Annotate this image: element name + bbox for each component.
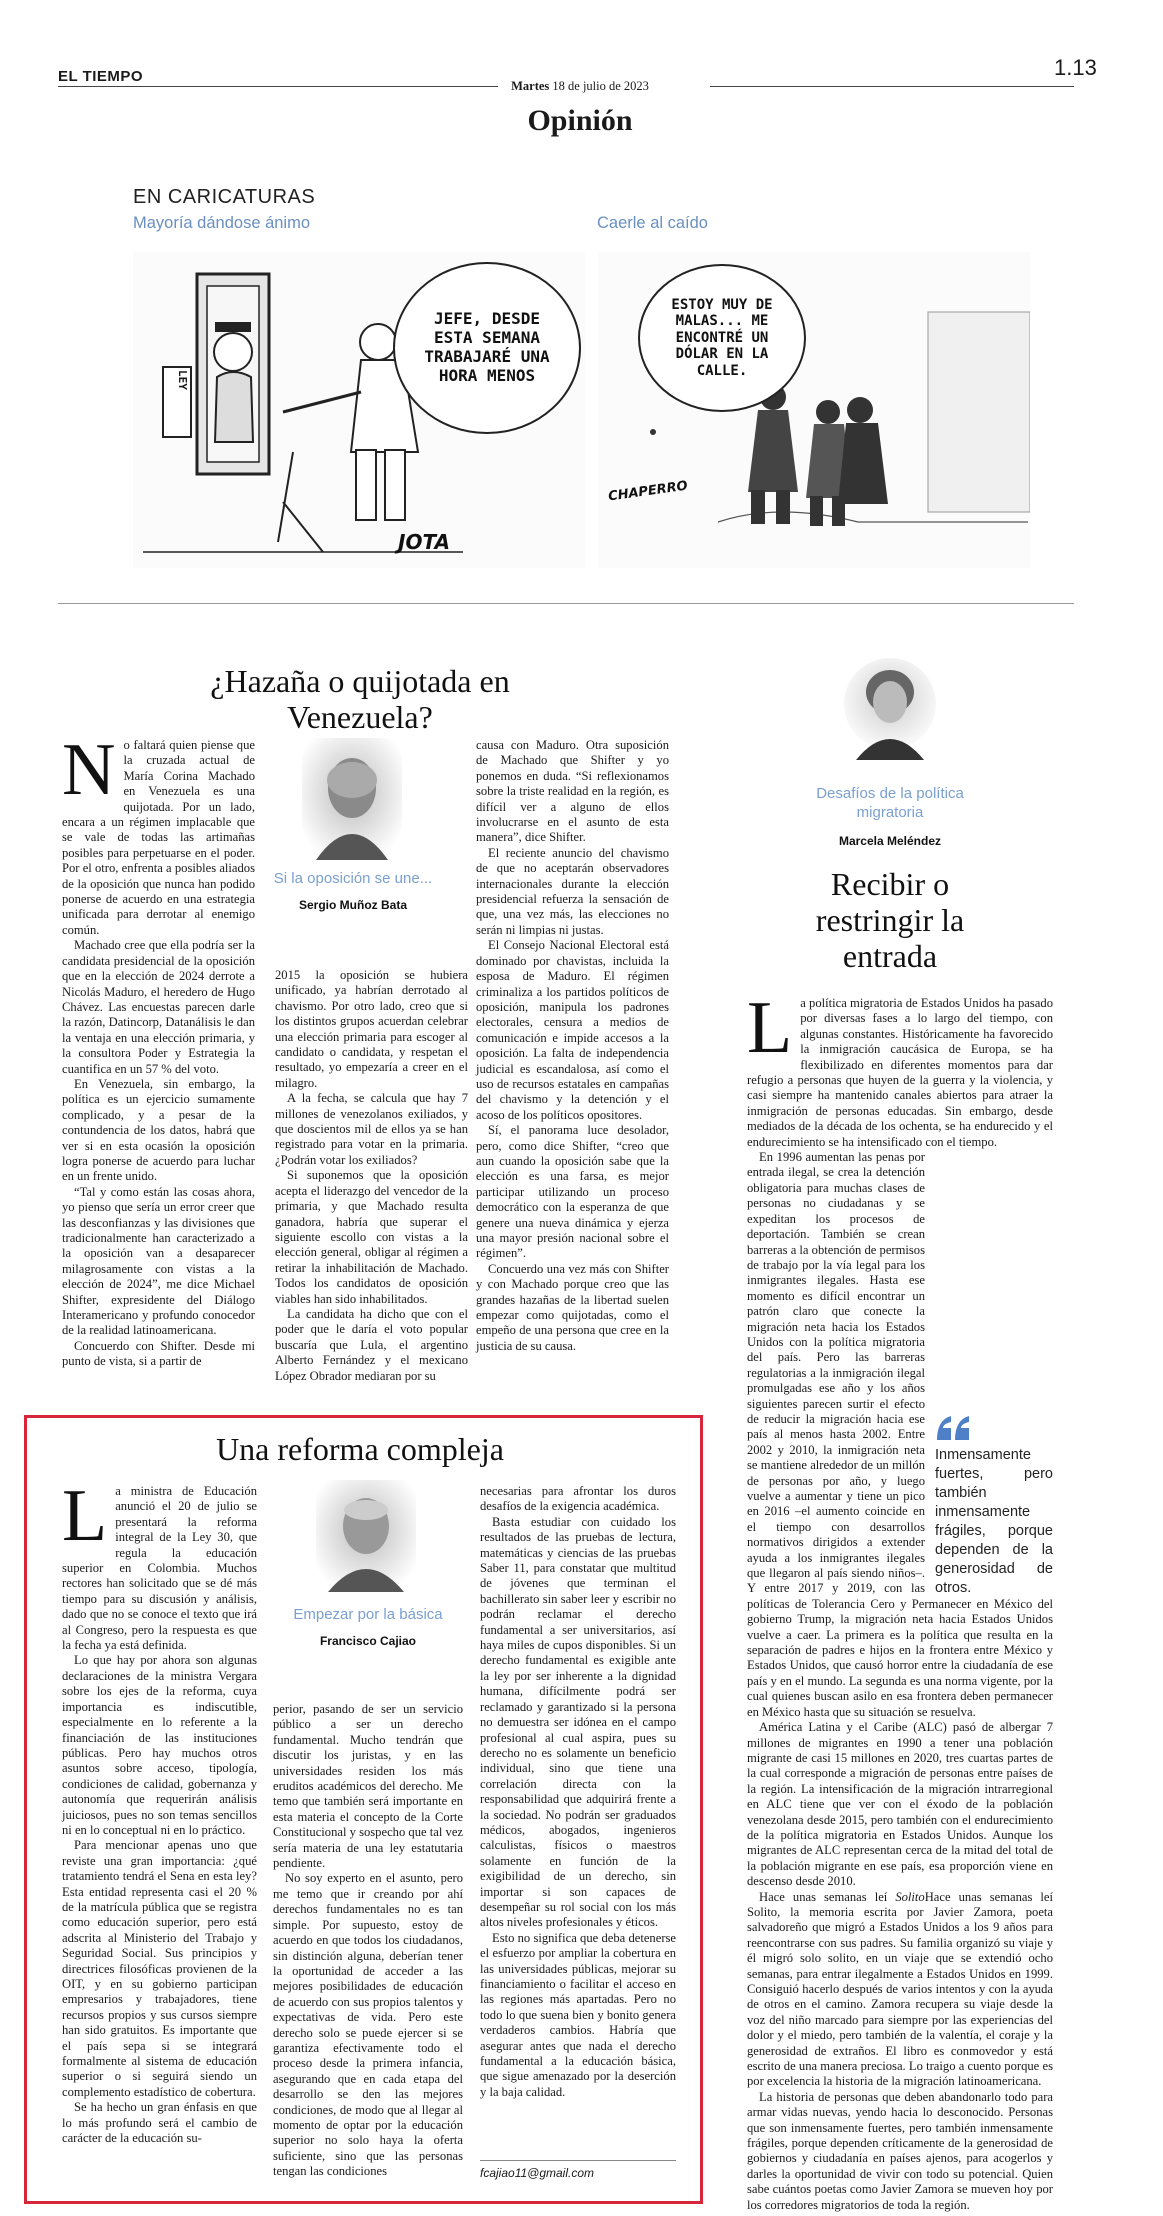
reforma-col2-p0: perior, pasando de ser un servicio público a ser un derecho fundamental. Mucho tendrán que discutir los juristas, y en las universidades residen los más eruditos académicos del derecho. Me temo que también será importante en esta materia el concepto de la Corte Constitucional y sospecho que tal vez sería materia de una ley estatutaria pendiente. <box>273 1702 463 1871</box>
reforma-col3 <box>480 1484 676 2100</box>
author-portrait-icon <box>316 1480 416 1592</box>
dateline <box>480 79 680 94</box>
author-email: fcajiao11@gmail.com <box>480 2166 595 2180</box>
reforma-col1 <box>62 1475 257 2146</box>
venezuela-col1-p2: En Venezuela, sin embargo, la política es un ejercicio sumamente complicado, y a pesar de la contundencia de los datos, habrá que ver si en esta ocasión la oposición logra ponerse de acuerdo para luchar en un frente unido. <box>62 1076 255 1184</box>
cartoon-left-bubble: JEFE, DESDE ESTA SEMANA TRABAJARÉ UNA HORA MENOS <box>393 262 581 434</box>
venezuela-dropcap: N <box>62 729 116 811</box>
date-rest: 18 de julio de 2023 <box>552 79 649 93</box>
migracion-p4: La historia de personas que deben abandonarlo todo para armar vidas nuevas, yendo hacia lo desconocido. Personas que son inmensamente fuertes, pero también inmensamente frágiles, porque dependen críticamente de la generosidad de gobiernos y ciudadanía en países ajenos, para acogerlos y darles la oportunidad de vivir con todo su potencial. Quien sabe cuántos poetas como Javier Zamora se mueven hoy por los corredores migratorios de toda la región. <box>747 2089 1053 2212</box>
migracion-column-name: Desafíos de la política migratoria <box>816 785 964 821</box>
cartoon-left <box>133 252 585 568</box>
migracion-p1: En 1996 aumentan las penas por entrada ilegal, se crea la detención obligatoria para muchas clases de personas no ciudadanas y se expeditan los procesos de deportación. También se crean barreras a la obtención de permisos de trabajo por la vía legal para los inmigrantes ilegales. Hasta ese momento es difícil encontrar un patrón claro que conecte la migración neta hacia los Estados Unidos con la política migratoria del país. Pero las barreras regulatorias a la inmigración ilegal promulgadas ese año y los años siguientes parecen surtir el efecto de reducir la migración hacia ese país al menos hasta 2002. Entre 2002 y 2010, la inmigración neta se mantiene alrededor de un millón de personas por año, y luego vuelve a aumentar y tiene un pico en 2016 –el aumento coincide en el tiempo con desarrollos normativos dirigidos a extender ayuda a los inmigrantes ilegales que llegaron al país siendo niños–. Y entre 2017 y 2019, con las políticas de Tolerancia Cero y Permanecer en México del gobierno Trump, la migración neta hacia Estados Unidos vuelve a caer. La primera es la política que resulta en la separación de padres e hijos en la frontera entre México y Estados Unidos, que causó horror entre la ciudadanía de ese país y en el mundo. La segunda es una norma vigente, por la cual quienes buscan asilo en esa frontera deben permanecer en México hasta que su situación se resuelva. <box>747 1150 1053 1719</box>
author-portrait-icon <box>844 652 936 760</box>
author-portrait-icon <box>302 738 402 860</box>
pull-quote-text: Inmensamente fuertes, pero también inmensamente frágiles, porque dependen de la generosidad de otros. <box>935 1447 1053 1597</box>
reforma-dropcap: L <box>62 1475 108 1557</box>
header-rule-left <box>58 86 498 87</box>
venezuela-col1-p0: No faltará quien piense que la cruzada actual de María Corina Machado en Venezuela es una quijotada. Por un lado, encara a un régimen implacable que se vale de todas las artimañas posibles para perpetuarse en el poder. Por el otro, enfrenta a posibles aliados de la oposición que nunca han podido ponerse de acuerdo en una estrategia unificada para derrotar al enemigo común. <box>62 729 255 937</box>
migracion-body-top <box>747 987 1053 2213</box>
reforma-col3-p2: Esto no significa que deba detenerse el esfuerzo por ampliar la cobertura en las universidades públicas, mejorar su financiamiento o facilitar el acceso en las regiones más apartadas. Pero no todo lo que suena bien y bonito genera verdaderos cambios. Habría que asegurar antes que nada el derecho fundamental a la educación básica, que sigue amenazado por la deserción y la baja calidad. <box>480 1930 676 2099</box>
migracion-author: Marcela Meléndez <box>838 834 942 848</box>
venezuela-col1-p1: Machado cree que ella podría ser la candidata presidencial de la oposición que en la elección de 2024 derrote a Nicolás Maduro, el heredero de Hugo Chávez. Las encuestas parecen darle la razón, Datincorp, Datanálisis le dan la ventaja en una elección primaria, y la consultora Poder y Estrategia la cuantifica en un 57 % del voto. <box>62 938 255 1076</box>
section-divider <box>58 603 1074 604</box>
venezuela-col3-p0: causa con Maduro. Otra suposición de Machado que Shifter y yo ponemos en duda. “Si reflexionamos sobre la triste realidad en la región, es difícil ver a alguno de ellos involucrarse en el asunto de esta manera”, dice Shifter. <box>476 738 669 845</box>
reforma-col1-p1: Lo que hay por ahora son algunas declaraciones de la ministra Vergara sobre los ejes de la reforma, cuya importancia es indiscutible, especialmente en lo referente a la financiación de las instituciones públicas. Pero hay muchos otros asuntos sobre acceso, tipología, condiciones de calidad, gobernanza y autonomía que requerirán análisis juiciosos, pues no son temas sencillos ni en lo conceptual ni en lo práctico. <box>62 1653 257 1837</box>
venezuela-col3-p1: El reciente anuncio del chavismo de que no aceptarán observadores internacionales durante la elección presidencial refuerza la sensación de que, una vez más, las elecciones no serán ni limpias ni justas. <box>476 845 669 937</box>
venezuela-col3-p4: Concuerdo una vez más con Shifter y con Machado porque creo que las grandes hazañas de la libertad suelen empezar como quijotadas, como el empeño de una persona que cree en la justicia de su causa. <box>476 1261 669 1353</box>
cartoon-right-bubble: ESTOY MUY DE MALAS... ME ENCONTRÉ UN DÓLAR EN LA CALLE. <box>638 264 806 412</box>
migracion-dropcap: L <box>747 987 793 1069</box>
reforma-author: Francisco Cajiao <box>319 1634 417 1648</box>
pull-quote <box>935 1414 1053 1597</box>
venezuela-col2-p0: 2015 la oposición se hubiera unificado, ya habrían derrotado al chavismo. Por otro lado, creo que si los distintos grupos acuerdan celebrar una elección primaria para escoger al candidato o candidata, y respetan el resultado, yo empezaría a creer en el milagro. <box>275 968 468 1090</box>
migracion-p3: Hace unas semanas leí SolitoHace unas semanas leí Solito, la memoria escrita por Javier Zamora, poeta salvadoreño que migró a Estados Unidos a los 9 años para reencontrarse con sus padres. Su familia organizó su viaje y él migró solo solito, en un viaje que se extendió ocho semanas, para entrar ilegalmente a Estados Unidos en 1999. Consiguió hacerlo después de varios intentos y con la ayuda de otros en el camino. Zamora recupera su viaje desde la voz del niño marcado para siempre por las experiencias del dolor y el miedo, pero también de la valentía, el coraje y la generosidad de extraños. El libro es conmovedor y está escrito de una manera preciosa. Lo traigo a cuento porque es por excelencia la historia de la migración latinoamericana. <box>747 1889 1053 2089</box>
reforma-col1-p0: La ministra de Educación anunció el 20 de julio se presentará la reforma integral de la Ley 30, que regula la educación superior en Colombia. Muchos rectores han solicitado que se dé más tiempo para su discusión y análisis, dado que no se conoce el texto que irá al Congreso, pero la respuesta es que la fecha ya está definida. <box>62 1475 257 1653</box>
header-rule-right <box>710 86 1074 87</box>
cartoon-left-subtitle: Mayoría dándose ánimo <box>133 214 311 232</box>
venezuela-column-name: Si la oposición se une... <box>273 870 433 887</box>
section-title: Opinión <box>527 104 633 137</box>
venezuela-title: ¿Hazaña o quijotada en Venezuela? <box>210 663 510 735</box>
cartoon-right-subtitle: Caerle al caído <box>597 214 708 232</box>
venezuela-col1 <box>62 729 255 1370</box>
cartoon-left-signature: JOTA <box>398 530 451 554</box>
reforma-column-name: Empezar por la básica <box>293 1606 443 1623</box>
reforma-title: Una reforma compleja <box>216 1431 504 1467</box>
brand-logo: EL TIEMPO <box>58 68 144 85</box>
venezuela-col2-p1: A la fecha, se calcula que hay 7 millones de venezolanos exiliados, y que doscientos mil de ellos ya se han registrado para votar en la primaria. ¿Podrán votar los exiliados? <box>275 1091 468 1167</box>
venezuela-col3-p3: Sí, el panorama luce desolador, pero, como dice Shifter, “creo que aun cuando la oposición sabe que la elección es una farsa, es mejor participar utilizando un proceso democrático con la esperanza de que genere una nueva dinámica y ejerza una mayor presión nacional sobre el régimen”. <box>476 1123 669 1261</box>
venezuela-col2-p3: La candidata ha dicho que con el poder que le daría el voto popular buscaría que Lula, el argentino Alberto Fernández y el mexicano López Obrador mediaran por su <box>275 1306 468 1383</box>
caricaturas-heading: EN CARICATURAS <box>133 186 316 208</box>
book-title: Solito <box>895 1889 925 1904</box>
law-sign-label: LEY <box>176 370 189 390</box>
venezuela-col2-p2: Si suponemos que la oposición acepta el liderazgo del vencedor de la primaria, y que Machado resulta ganadora, habría que superar el siguiente escollo con vistas a la elección general, obligar al régimen a retirar la inhabilitación de Machado. Todos los candidatos de oposición viables han sido inhabilitados. <box>275 1168 468 1306</box>
cartoon-right <box>598 252 1030 568</box>
reforma-col1-p3: Se ha hecho un gran énfasis en que lo más profundo será el cambio de carácter de la educación su- <box>62 2100 257 2146</box>
reforma-col2 <box>273 1702 463 2180</box>
venezuela-author: Sergio Muñoz Bata <box>298 898 407 912</box>
cartoon-right-signature: CHAPERRO <box>607 478 689 505</box>
venezuela-col1-p4: Concuerdo con Shifter. Desde mi punto de vista, si a partir de <box>62 1338 255 1369</box>
migracion-p0: La política migratoria de Estados Unidos ha pasado por diversas fases a lo largo del tiempo, con algunas constantes. Históricamente ha favorecido la inmigración caucásica de Europa, se ha flexibilizado en diferentes momentos para dar refugio a personas que huyen de la guerra y la violencia, y casi siempre ha mantenido canales abiertos para atraer la inmigración de personas educadas. Sin embargo, desde mediados de la década de los ochenta, se ha endurecido y el endurecimiento se ha intensificado con el tiempo. <box>747 987 1053 1149</box>
migracion-p2: América Latina y el Caribe (ALC) pasó de albergar 7 millones de migrantes en 1990 a tener una población migrante de casi 15 millones en 2020, tres cuartas partes de la cual corresponde a migración de personas entre países de la región. La intensificación de la migración intrarregional en ALC tiene que ver con el éxodo de la población venezolana desde 2015, pero también con el endurecimiento de la política migratoria en Estados Unidos. Aunque los migrantes de ALC representan cerca de la mitad del total de la población migrante en ese país, esa proporción viene en descenso desde 2010. <box>747 1720 1053 1889</box>
quote-icon <box>935 1414 973 1442</box>
venezuela-col3 <box>476 738 669 1354</box>
reforma-col1-p2: Para mencionar apenas uno que reviste una gran importancia: ¿qué tratamiento tendrá el Sena en esta ley? Esta entidad representa casi el 20 % de la matrícula pública que se registra como educación superior, pero está adscrita al Ministerio del Trabajo y Seguridad Social. Sus principios y directrices filosóficas provienen de la OIT, y en su gobierno participan empresarios y trabajadores, tiene recursos propios y sus cursos siempre han sido gratuitos. Es importante que el país sepa si se integrará formalmente al sistema de educación superior o si seguirá siendo un complemento estadístico de cobertura. <box>62 1838 257 2099</box>
venezuela-col3-p2: El Consejo Nacional Electoral está dominado por chavistas, incluida la esposa de Maduro. El régimen criminaliza a los partidos políticos de oposición, manipula los padrones electorales, censura a medios de comunicación e impide accesos a la oposición. La falta de independencia judicial es escandalosa, así como el uso de recursos estatales en campañas del chavismo y la detención y el acoso de los políticos opositores. <box>476 938 669 1122</box>
reforma-col3-p0: necesarias para afrontar los duros desafíos de la exigencia académica. <box>480 1484 676 1514</box>
email-rule <box>480 2160 676 2161</box>
venezuela-col1-p3: “Tal y como están las cosas ahora, yo pienso que sería un error creer que las desconfianzas y las divisiones que tradicionalmente han caracterizado a la oposición van a desaparecer milagrosamente con vistas a la elección de 2024”, me dice Michael Shifter, expresidente del Diálogo Interamericano y profundo conocedor de la realidad latinoamericana. <box>62 1184 255 1338</box>
venezuela-author-photo <box>302 738 402 860</box>
migracion-title: Recibir o restringir la entrada <box>815 866 965 974</box>
reforma-col3-p1: Basta estudiar con cuidado los resultados de las pruebas de lectura, matemáticas y ciencias de las pruebas Saber 11, para constatar que multitud de jóvenes que terminan el bachillerato sin saber leer y escribir no podrán reclamar el derecho fundamental a ser universitarios, así haya miles de cupos disponibles. Si un derecho fundamental es exigible ante la ley por ser inherente a la dignidad humana, difícilmente podrá ser reclamado y garantizado si la persona no demuestra ser idónea en el campo profesional al cual aspira, pues su derecho no es solamente un beneficio individual, sino que tiene una correlación directa con la responsabilidad que adquirirá frente a la sociedad. No podrán ser graduados médicos, abogados, ingenieros calculistas, físicos o maestros solamente en función de la exigibilidad de un derecho, sin importar si son capaces de desempeñar su rol social con los más altos niveles profesionales y éticos. <box>480 1514 676 1930</box>
date-day: Martes <box>511 79 550 93</box>
reforma-author-photo <box>316 1480 416 1592</box>
page-number: 1.13 <box>1054 55 1097 80</box>
reforma-col2-p1: No soy experto en el asunto, pero me temo que ir creando por ahí derechos fundamentales no es tan simple. Por supuesto, estoy de acuerdo en que todos los ciudadanos, sin distinción alguna, deberían tener la oportunidad de acceder a las mejores posibilidades de educación de acuerdo con sus propios talentos y expectativas de vida. Pero este derecho solo se puede ejercer si se garantiza efectivamente todo el proceso desde la primera infancia, asegurando que en cada etapa del desarrollo se den las mejores condiciones, de modo que al llegar al momento de optar por la educación superior no solo haya la oferta suficiente, sino que las personas tengan las condiciones <box>273 1871 463 2179</box>
venezuela-col2 <box>275 968 468 1384</box>
migracion-author-photo <box>844 652 936 760</box>
